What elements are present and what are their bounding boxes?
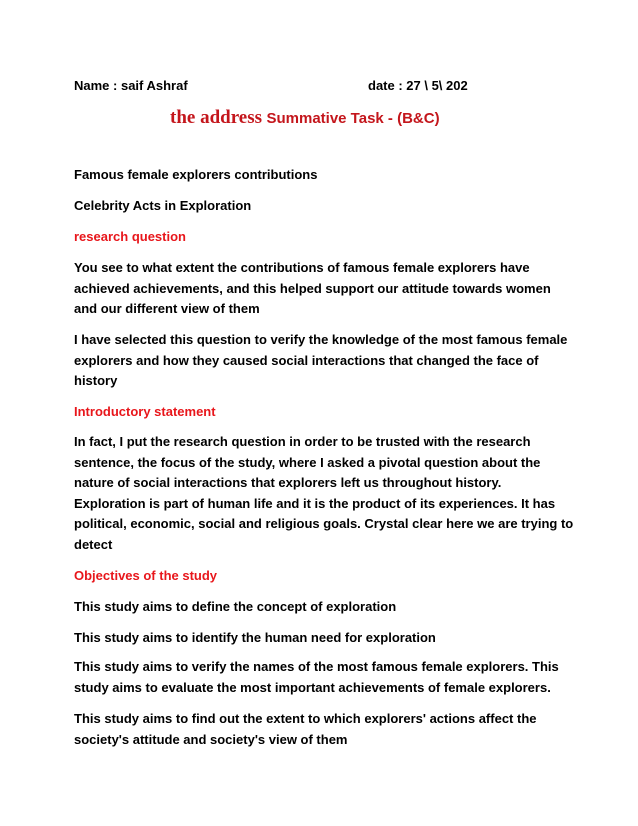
date-text: date : 27 \ 5\ 202	[368, 78, 468, 93]
objectives-heading: Objectives of the study	[74, 568, 218, 583]
paragraph-line: detect	[74, 536, 113, 552]
paragraph-line: study aims to evaluate the most important achievements of female explorers.	[74, 679, 551, 695]
introductory-statement-paragraph	[74, 432, 574, 555]
paragraph-line: political, economic, social and religious goals. Crystal clear here we are trying to	[74, 516, 574, 531]
paragraph-line: sentence, the focus of the study, where I asked a pivotal question about the	[74, 454, 541, 470]
paragraph-line: history	[74, 373, 118, 388]
paragraph-line: society's attitude and society's view of them	[74, 731, 348, 747]
objective-item	[74, 657, 570, 698]
objective-item: This study aims to identify the human need for exploration	[74, 630, 436, 645]
page-title	[170, 107, 440, 129]
paragraph-line: explorers and how they caused social interactions that changed the face of	[74, 352, 539, 368]
objective-item	[74, 709, 570, 750]
student-name: Name : saif Ashraf	[74, 78, 188, 93]
paragraph-line: and our different view of them	[74, 301, 260, 316]
paragraph-line: achieved achievements, and this helped support our attitude towards women	[74, 280, 551, 296]
paragraph-line: This study aims to find out the extent to which explorers' actions affect the	[74, 711, 537, 726]
topic-line: Famous female explorers contributions	[74, 167, 318, 182]
title-part-1: the address	[170, 107, 263, 128]
paragraph-line: Exploration is part of human life and it is the product of its experiences. It has	[74, 495, 556, 511]
research-question-heading: research question	[74, 229, 186, 244]
paragraph-line: I have selected this question to verify the knowledge of the most famous female	[74, 332, 568, 347]
introductory-statement-heading: Introductory statement	[74, 404, 216, 419]
question-rationale-paragraph	[74, 330, 570, 392]
research-question-paragraph	[74, 258, 570, 320]
paragraph-line: In fact, I put the research question in order to be trusted with the research	[74, 434, 531, 449]
paragraph-line: This study aims to verify the names of the most famous female explorers. This	[74, 659, 559, 674]
objective-item: This study aims to define the concept of exploration	[74, 599, 397, 614]
paragraph-line: You see to what extent the contributions of famous female explorers have	[74, 260, 530, 275]
title-part-2: Summative Task - (B&C)	[266, 110, 440, 127]
subtopic-line: Celebrity Acts in Exploration	[74, 198, 252, 213]
paragraph-line: nature of social interactions that explorers left us throughout history.	[74, 475, 502, 490]
